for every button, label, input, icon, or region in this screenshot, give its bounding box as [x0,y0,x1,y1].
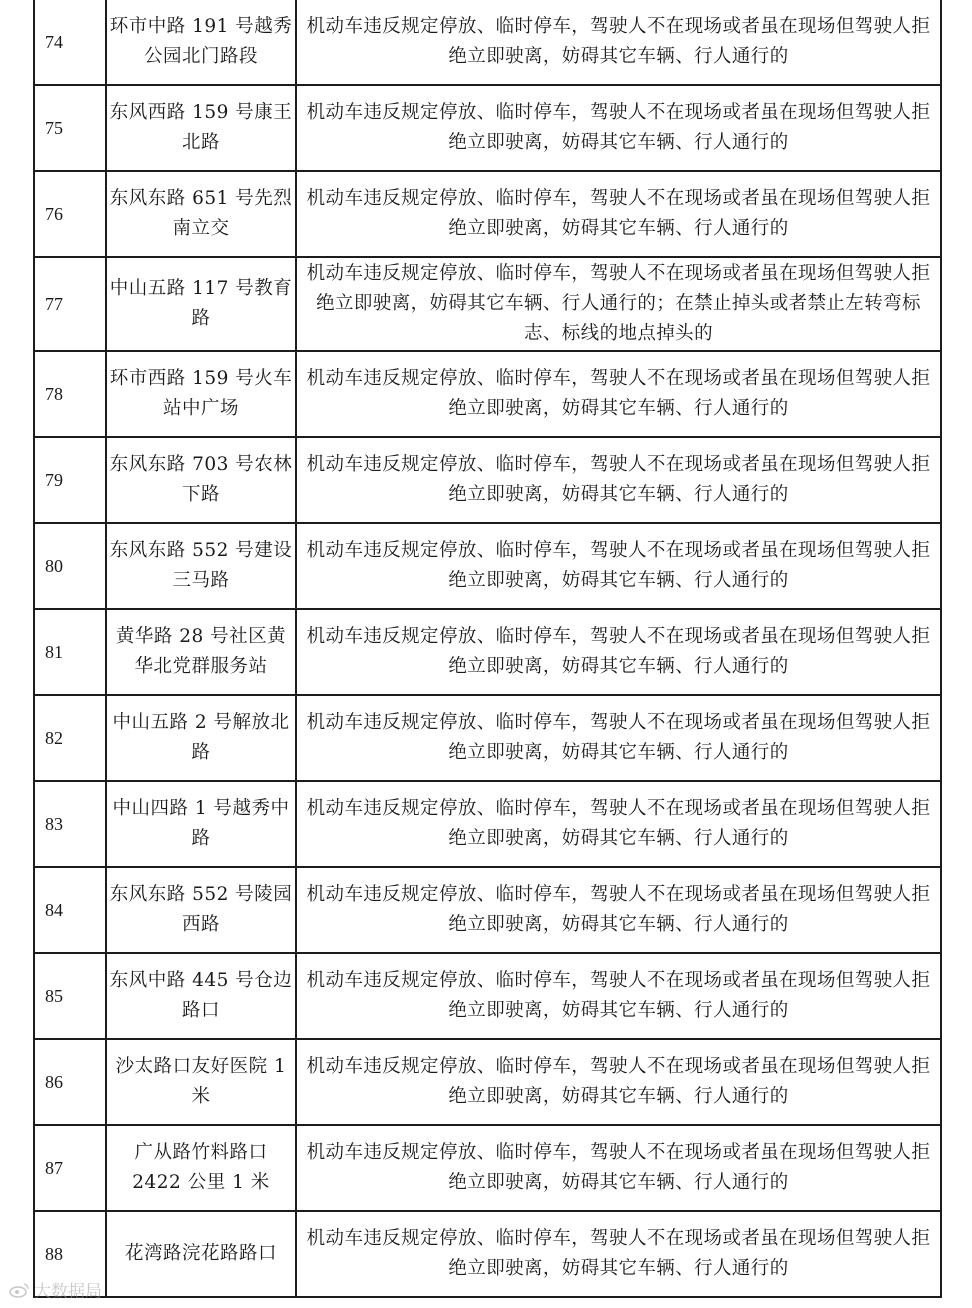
table-body [34,0,941,1297]
row-number: 87 [34,1125,106,1211]
violation-cell: 机动车违反规定停放、临时停车，驾驶人不在现场或者虽在现场但驾驶人拒绝立即驶离，妨碍其它车辆、行人通行的 [296,1211,941,1297]
row-number: 79 [34,437,106,523]
violation-cell: 机动车违反规定停放、临时停车，驾驶人不在现场或者虽在现场但驾驶人拒绝立即驶离，妨碍其它车辆、行人通行的 [296,523,941,609]
row-number: 85 [34,953,106,1039]
table-row [34,1211,941,1297]
violation-cell: 机动车违反规定停放、临时停车，驾驶人不在现场或者虽在现场但驾驶人拒绝立即驶离，妨碍其它车辆、行人通行的 [296,609,941,695]
location-cell: 东风东路 552 号陵园西路 [106,867,296,953]
row-number: 81 [34,609,106,695]
row-number: 75 [34,85,106,171]
row-number: 76 [34,171,106,257]
row-number: 77 [34,257,106,351]
violation-cell: 机动车违反规定停放、临时停车，驾驶人不在现场或者虽在现场但驾驶人拒绝立即驶离，妨碍其它车辆、行人通行的；在禁止掉头或者禁止左转弯标志、标线的地点掉头的 [296,257,941,351]
violation-cell: 机动车违反规定停放、临时停车，驾驶人不在现场或者虽在现场但驾驶人拒绝立即驶离，妨碍其它车辆、行人通行的 [296,1039,941,1125]
weibo-logo-icon [8,1282,30,1298]
table-row [34,781,941,867]
location-cell: 东风中路 445 号仓边路口 [106,953,296,1039]
violation-cell: 机动车违反规定停放、临时停车，驾驶人不在现场或者虽在现场但驾驶人拒绝立即驶离，妨碍其它车辆、行人通行的 [296,171,941,257]
location-cell: 东风东路 703 号农林下路 [106,437,296,523]
violation-cell: 机动车违反规定停放、临时停车，驾驶人不在现场或者虽在现场但驾驶人拒绝立即驶离，妨碍其它车辆、行人通行的 [296,351,941,437]
table-row [34,171,941,257]
location-cell: 东风东路 552 号建设三马路 [106,523,296,609]
row-number: 86 [34,1039,106,1125]
table-row [34,867,941,953]
violation-cell: 机动车违反规定停放、临时停车，驾驶人不在现场或者虽在现场但驾驶人拒绝立即驶离，妨碍其它车辆、行人通行的 [296,953,941,1039]
table-row [34,1039,941,1125]
violation-cell: 机动车违反规定停放、临时停车，驾驶人不在现场或者虽在现场但驾驶人拒绝立即驶离，妨碍其它车辆、行人通行的 [296,0,941,85]
row-number: 84 [34,867,106,953]
location-cell: 黄华路 28 号社区黄华北党群服务站 [106,609,296,695]
row-number: 74 [34,0,106,85]
table-row [34,0,941,85]
location-cell: 环市中路 191 号越秀公园北门路段 [106,0,296,85]
violation-cell: 机动车违反规定停放、临时停车，驾驶人不在现场或者虽在现场但驾驶人拒绝立即驶离，妨碍其它车辆、行人通行的 [296,867,941,953]
table-row [34,953,941,1039]
watermark [8,1277,102,1302]
location-cell: 中山五路 117 号教育路 [106,257,296,351]
table-row [34,609,941,695]
location-cell: 中山四路 1 号越秀中路 [106,781,296,867]
violation-cell: 机动车违反规定停放、临时停车，驾驶人不在现场或者虽在现场但驾驶人拒绝立即驶离，妨碍其它车辆、行人通行的 [296,85,941,171]
table-row [34,523,941,609]
row-number: 88 [34,1211,106,1297]
table-row [34,695,941,781]
row-number: 78 [34,351,106,437]
location-cell: 东风东路 651 号先烈南立交 [106,171,296,257]
row-number: 82 [34,695,106,781]
table-row [34,351,941,437]
violation-cell: 机动车违反规定停放、临时停车，驾驶人不在现场或者虽在现场但驾驶人拒绝立即驶离，妨碍其它车辆、行人通行的 [296,781,941,867]
location-cell: 广从路竹料路口 2422 公里 1 米 [106,1125,296,1211]
violation-cell: 机动车违反规定停放、临时停车，驾驶人不在现场或者虽在现场但驾驶人拒绝立即驶离，妨碍其它车辆、行人通行的 [296,695,941,781]
watermark-text: 大数据局 [34,1282,102,1302]
violation-cell: 机动车违反规定停放、临时停车，驾驶人不在现场或者虽在现场但驾驶人拒绝立即驶离，妨碍其它车辆、行人通行的 [296,1125,941,1211]
location-cell: 东风西路 159 号康王北路 [106,85,296,171]
location-cell: 中山五路 2 号解放北路 [106,695,296,781]
location-cell: 花湾路浣花路路口 [106,1211,296,1297]
location-cell: 环市西路 159 号火车站中广场 [106,351,296,437]
table-row [34,85,941,171]
table-row [34,1125,941,1211]
row-number: 80 [34,523,106,609]
location-cell: 沙太路口友好医院 1 米 [106,1039,296,1125]
table-row [34,437,941,523]
violation-cell: 机动车违反规定停放、临时停车，驾驶人不在现场或者虽在现场但驾驶人拒绝立即驶离，妨碍其它车辆、行人通行的 [296,437,941,523]
violation-location-table [33,0,942,1298]
table-row [34,257,941,351]
row-number: 83 [34,781,106,867]
